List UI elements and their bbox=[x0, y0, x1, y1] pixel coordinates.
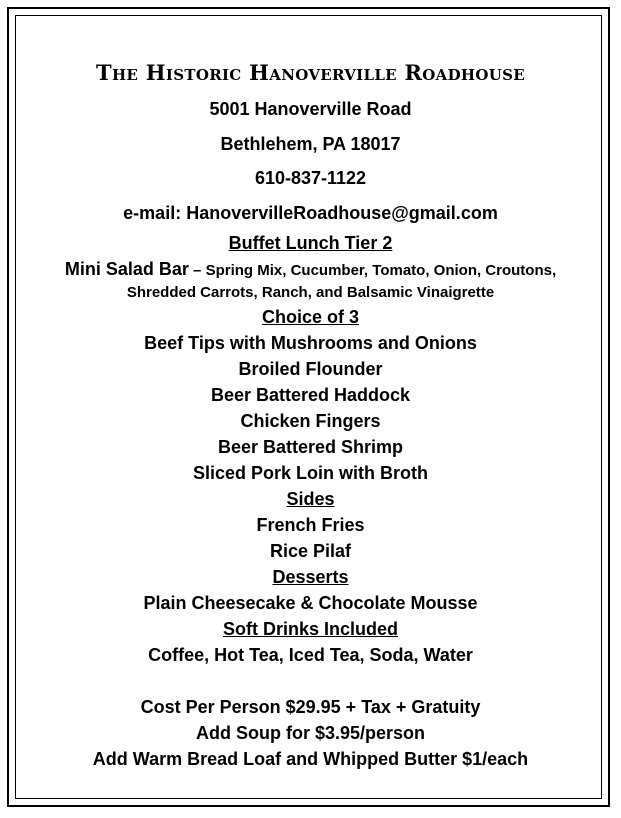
entree-item: Broiled Flounder bbox=[238, 359, 383, 379]
address-line: 5001 Hanoverville Road bbox=[209, 99, 412, 119]
soup-addon-line: Add Soup for $3.95/person bbox=[195, 723, 426, 743]
city-line: Bethlehem, PA 18017 bbox=[220, 133, 401, 154]
phone-line: 610-837-1122 bbox=[254, 168, 367, 188]
salad-bar-dash: – bbox=[188, 262, 206, 279]
restaurant-title: The Historic Hanoverville Roadhouse bbox=[96, 60, 525, 85]
choice-heading: Choice of 3 bbox=[261, 307, 359, 327]
entree-item: Chicken Fingers bbox=[240, 411, 381, 431]
salad-bar-line bbox=[15, 256, 606, 282]
spacer bbox=[15, 668, 606, 694]
cost-line: Cost Per Person $29.95 + Tax + Gratuity bbox=[140, 697, 481, 717]
entree-item: Beef Tips with Mushrooms and Onions bbox=[144, 333, 477, 353]
drinks-heading: Soft Drinks Included bbox=[222, 619, 399, 639]
entree-item: Sliced Pork Loin with Broth bbox=[192, 463, 428, 483]
menu-content bbox=[15, 58, 606, 772]
desserts-line: Plain Cheesecake & Chocolate Mousse bbox=[143, 593, 478, 613]
salad-bar-items-2: Shredded Carrots, Ranch, and Balsamic Vinaigrette bbox=[126, 284, 495, 301]
entree-item: Beer Battered Shrimp bbox=[217, 437, 404, 457]
entree-item: Beer Battered Haddock bbox=[210, 385, 411, 405]
tier-heading: Buffet Lunch Tier 2 bbox=[228, 233, 393, 253]
side-item: French Fries bbox=[256, 515, 365, 535]
salad-bar-label: Mini Salad Bar bbox=[64, 259, 189, 279]
sides-heading: Sides bbox=[286, 489, 335, 509]
email-line: e-mail: HanovervilleRoadhouse@gmail.com bbox=[123, 202, 498, 223]
salad-bar-items-1: Spring Mix, Cucumber, Tomato, Onion, Croutons, bbox=[205, 262, 557, 279]
desserts-heading: Desserts bbox=[272, 567, 349, 587]
drinks-line: Coffee, Hot Tea, Iced Tea, Soda, Water bbox=[148, 645, 473, 665]
side-item: Rice Pilaf bbox=[269, 541, 352, 561]
bread-addon-line: Add Warm Bread Loaf and Whipped Butter $1/each bbox=[92, 749, 529, 769]
